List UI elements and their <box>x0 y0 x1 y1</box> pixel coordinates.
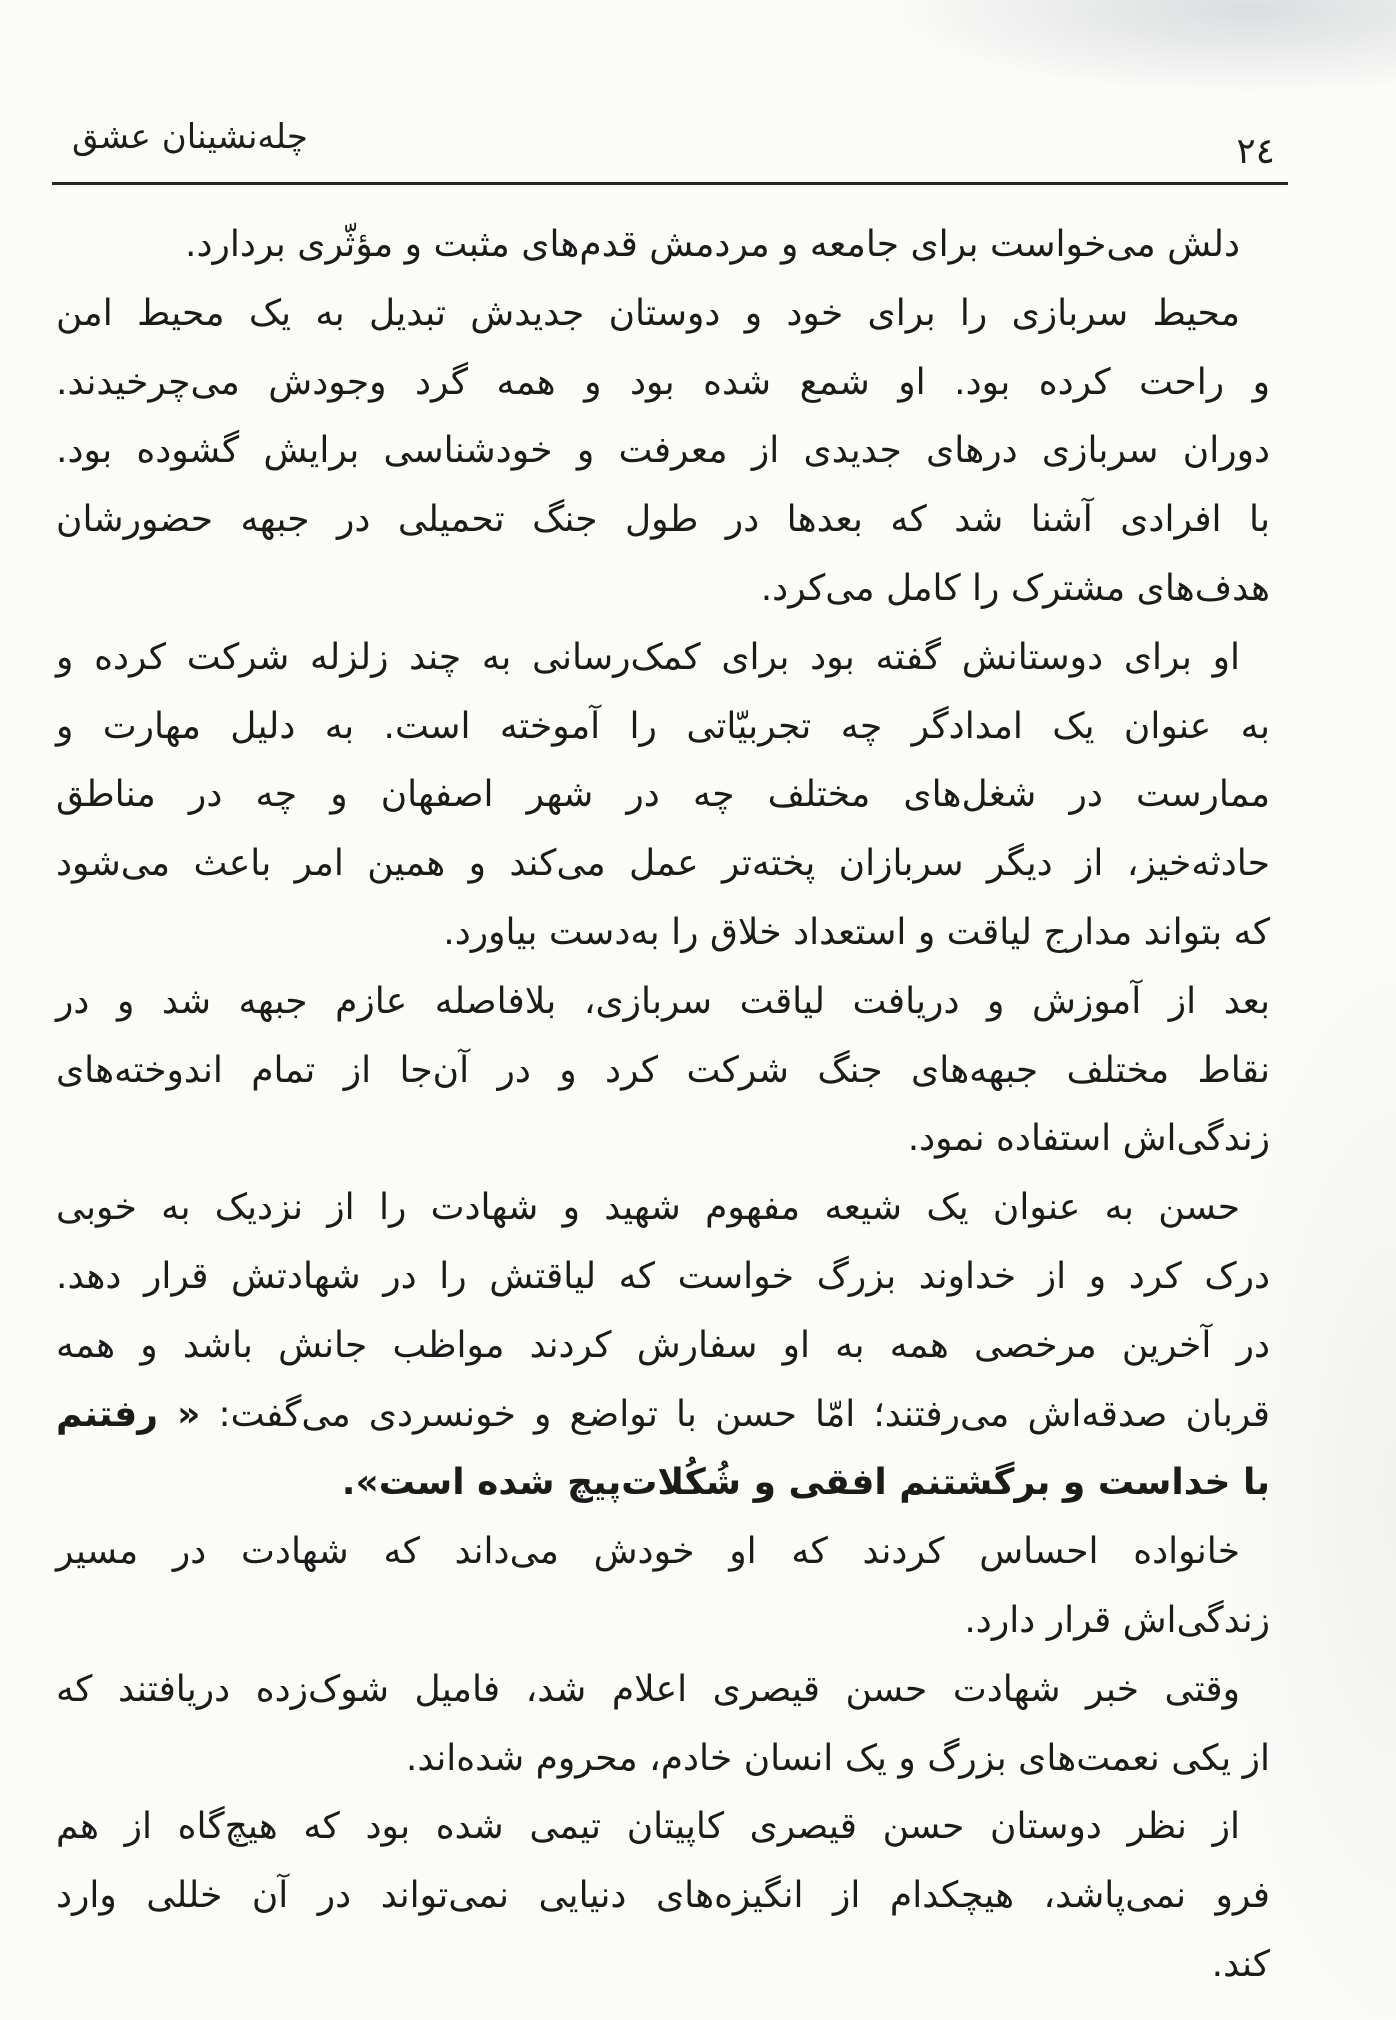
text-line: ممارست در شغل‌های مختلف چه در شهر اصفهان و چه در مناطق <box>56 774 1270 816</box>
paragraph <box>56 1174 1270 1518</box>
text-line: او برای دوستانش گفته بود برای کمک‌رسانی به چند زلزله شرکت کرده و <box>56 636 1240 678</box>
text-line: وقتی خبر شهادت حسن قیصری اعلام شد، فامیل شوک‌زده دریافتند که <box>56 1668 1240 1710</box>
text-line: حادثه‌خیز، از دیگر سربازان پخته‌تر عمل می‌کند و همین امر باعث می‌شود <box>56 843 1270 885</box>
paragraph <box>56 1656 1270 1794</box>
text-line: نقاط مختلف جبهه‌های جنگ شرکت کرد و در آن‌جا از تمام اندوخته‌های <box>56 1049 1270 1091</box>
paragraph <box>56 968 1270 1174</box>
paragraph <box>56 211 1270 280</box>
text-line: و راحت کرده بود. او شمع شده بود و همه گرد وجودش می‌چرخیدند. <box>56 361 1270 403</box>
text-line: دوران سربازی درهای جدیدی از معرفت و خودشناسی برایش گشوده بود. <box>56 430 1270 472</box>
body-text <box>56 211 1270 2000</box>
text-line: فرو نمی‌پاشد، هیچکدام از انگیزه‌های دنیایی نمی‌تواند در آن خللی وارد <box>56 1875 1270 1917</box>
text-line: کند. <box>1211 1943 1270 1985</box>
text-line: زندگی‌اش قرار دارد. <box>964 1599 1270 1641</box>
text-line: دلش می‌خواست برای جامعه و مردمش قدم‌های مثبت و مؤثّری بردارد. <box>185 224 1240 265</box>
text-line: از یکی نعمت‌های بزرگ و یک انسان خادم، محروم شده‌اند. <box>405 1737 1270 1779</box>
text-line: درک کرد و از خداوند بزرگ خواست که لیاقتش را در شهادتش قرار دهد. <box>56 1255 1270 1297</box>
text-line: بعد از آموزش و دریافت لیاقت سربازی، بلافاصله عازم جبهه شد و در <box>56 980 1270 1022</box>
text-line: در آخرین مرخصی همه به او سفارش کردند مواظب جانش باشد و همه <box>56 1324 1270 1366</box>
text-line: به عنوان یک امدادگر چه تجربیّاتی را آموخته است. به دلیل مهارت و <box>56 705 1270 747</box>
text-line: زندگی‌اش استفاده نمود. <box>907 1118 1270 1160</box>
quote-emphasis-line: با خداست و برگشتنم افقی و شُکُلات‌پیچ شده است». <box>341 1462 1270 1504</box>
quote-emphasis: « رفتنم <box>56 1393 201 1435</box>
paragraph <box>56 624 1270 968</box>
paragraph <box>56 1793 1270 1999</box>
text-line: از نظر دوستان حسن قیصری کاپیتان تیمی شده بود که هیچ‌گاه از هم <box>56 1806 1240 1848</box>
text-run: قربان صدقه‌اش می‌رفتند؛ امّا حسن با تواضع و خونسردی می‌گفت: <box>218 1393 1270 1435</box>
paragraph <box>56 280 1270 624</box>
text-line <box>56 1381 1270 1450</box>
text-line: محیط سربازی را برای خود و دوستان جدیدش تبدیل به یک محیط امن <box>56 292 1240 334</box>
text-line: هدف‌های مشترک را کامل می‌کرد. <box>760 567 1270 609</box>
text-line: حسن به عنوان یک شیعه مفهوم شهید و شهادت را از نزدیک به خوبی <box>56 1187 1240 1229</box>
text-line: که بتواند مدارج لیاقت و استعداد خلاق را به‌دست بیاورد. <box>443 911 1270 953</box>
text-line: با افرادی آشنا شد که بعدها در طول جنگ تحمیلی در جبهه حضورشان <box>56 499 1270 541</box>
paragraph <box>56 1518 1270 1656</box>
running-head-title: چله‌نشینان عشق <box>72 117 308 157</box>
page-number: ۲٤ <box>1236 131 1275 172</box>
text-line: خانواده احساس کردند که او خودش می‌داند که شهادت در مسیر <box>56 1531 1240 1573</box>
header-rule <box>52 182 1288 185</box>
